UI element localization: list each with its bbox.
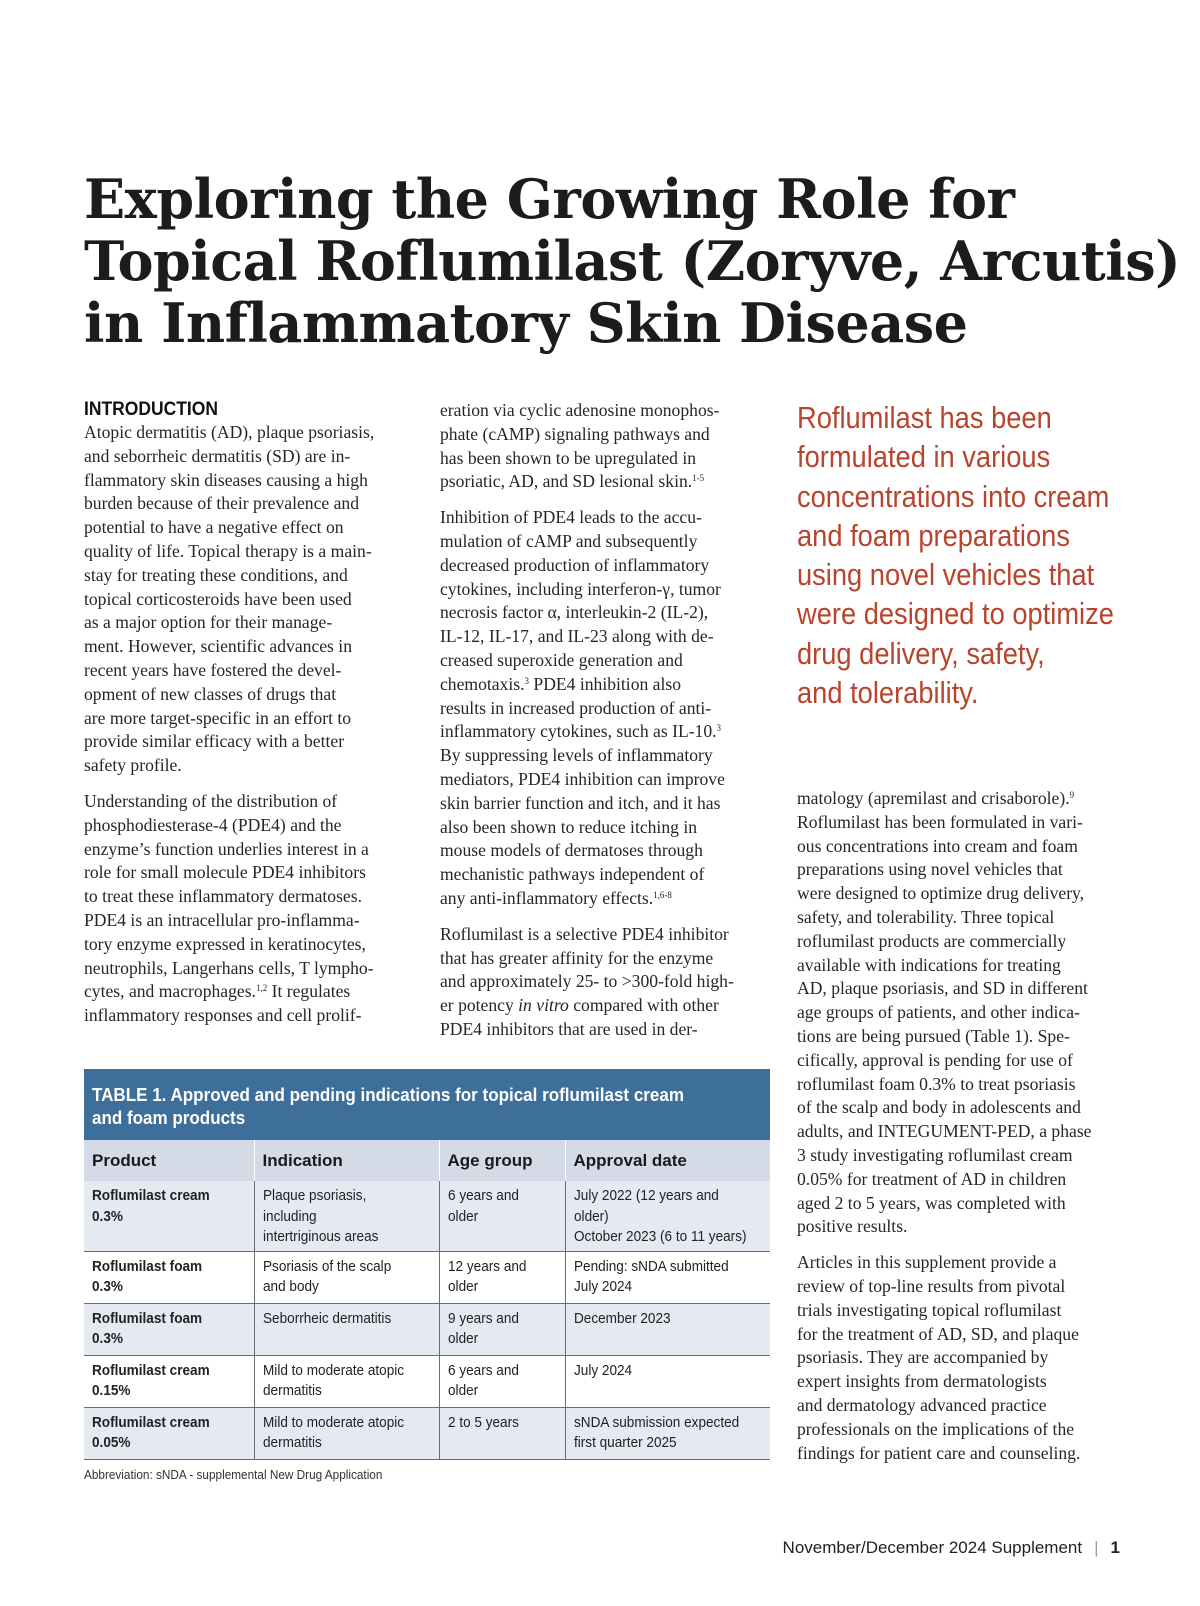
text-line: recent years have fostered the devel- (84, 659, 342, 680)
text-line: eration via cyclic adenosine monophos- (440, 400, 720, 420)
text-line: Articles in this supplement provide a (797, 1252, 1057, 1273)
table-caption (84, 1069, 770, 1140)
cell-approval-date (565, 1303, 770, 1355)
text-line (440, 887, 770, 911)
table-footnote: Abbreviation: sNDA - supplemental New Drug Application (84, 1466, 383, 1482)
text-line: stay for treating these conditions, and (84, 564, 348, 585)
text-line: professionals on the implications of the (797, 1418, 1075, 1439)
cell-text: Mild to moderate atopic dermatitis (262, 1362, 404, 1399)
cell-age-group (439, 1407, 565, 1459)
pull-quote-line: concentrations into cream (797, 478, 1110, 514)
intro-paragraph-1 (84, 421, 414, 778)
text-line: enzyme’s function underlies interest in a (84, 838, 369, 859)
cell-text: July 2022 (12 years and older) October 2023 (6 to 11 years) (573, 1188, 747, 1245)
cell-product (84, 1181, 254, 1251)
pull-quote-line: drug delivery, safety, (797, 635, 1045, 671)
text-line: mediators, PDE4 inhibition can improve (440, 768, 725, 789)
cell-age-group (439, 1355, 565, 1407)
text-line: role for small molecule PDE4 inhibitors (84, 862, 366, 883)
cell-indication (254, 1407, 439, 1459)
cell-indication (254, 1303, 439, 1355)
text-line (440, 673, 770, 697)
text-run: psoriatic, AD, and SD lesional skin. (440, 471, 693, 492)
cell-product (84, 1251, 254, 1303)
cell-indication (254, 1181, 439, 1251)
cell-text: Plaque psoriasis, including intertriginous areas (262, 1188, 378, 1245)
cell-text: Roflumilast foam 0.3% (92, 1310, 203, 1347)
text-line (440, 994, 770, 1018)
cell-age-group (439, 1303, 565, 1355)
text-line: Roflumilast has been formulated in vari- (797, 811, 1083, 832)
title-line: Topical Roflumilast (Zoryve, Arcutis) (84, 229, 1181, 293)
text-line: PDE4 inhibitors that are used in der- (440, 1018, 698, 1039)
cell-text: Roflumilast cream 0.05% (92, 1414, 210, 1451)
text-line: and approximately 25- to >300-fold high- (440, 971, 734, 992)
text-line: mouse models of dermatoses through (440, 840, 703, 861)
text-line: expert insights from dermatologists (797, 1371, 1047, 1392)
text-line: mulation of cAMP and subsequently (440, 530, 698, 551)
text-line: trials investigating topical roflumilast (797, 1299, 1062, 1320)
table-1 (84, 1069, 770, 1482)
text-line: AD, plaque psoriasis, and SD in different (797, 978, 1088, 999)
text-line: tions are being pursued (Table 1). Spe- (797, 1025, 1070, 1046)
text-run: inflammatory cytokines, such as IL-10. (440, 721, 717, 742)
text-run: It regulates (267, 981, 351, 1002)
pull-quote-line: and tolerability. (797, 675, 979, 711)
cell-text: Roflumilast foam 0.3% (92, 1258, 203, 1295)
text-run: any anti-inflammatory effects. (440, 887, 654, 908)
cell-indication (254, 1251, 439, 1303)
indications-table (84, 1140, 770, 1460)
text-line (440, 470, 770, 494)
cell-text: 2 to 5 years (447, 1414, 519, 1431)
citation: 9 (1069, 790, 1075, 800)
header-approval-date: Approval date (565, 1140, 770, 1181)
text-line: to treat these inflammatory dermatoses. (84, 886, 362, 907)
cell-text: Pending: sNDA submitted July 2024 (573, 1258, 729, 1295)
text-line: inflammatory responses and cell prolif- (84, 1005, 362, 1026)
col2-paragraph-3 (440, 923, 770, 1042)
text-line: roflumilast products are commercially (797, 930, 1067, 951)
text-line: psoriasis. They are accompanied by (797, 1347, 1049, 1368)
table-row (84, 1355, 770, 1407)
cell-text: Roflumilast cream 0.3% (92, 1188, 210, 1225)
text-line: 0.05% for treatment of AD in children (797, 1168, 1067, 1189)
pull-quote-line: were designed to optimize (797, 596, 1114, 632)
text-line: were designed to optimize drug delivery, (797, 883, 1085, 904)
text-line: also been shown to reduce itching in (440, 816, 697, 837)
text-line: burden because of their prevalence and (84, 493, 360, 514)
cell-text: December 2023 (573, 1310, 671, 1327)
title-line: in Inflammatory Skin Disease (84, 291, 968, 355)
text-line: topical corticosteroids have been used (84, 588, 352, 609)
text-line: Atopic dermatitis (AD), plaque psoriasis, (84, 422, 375, 442)
text-line: mechanistic pathways independent of (440, 864, 705, 885)
text-line: and seborrheic dermatitis (SD) are in- (84, 445, 351, 466)
pull-quote-line: using novel vehicles that (797, 557, 1095, 593)
column-2 (440, 399, 770, 1054)
cell-text: Roflumilast cream 0.15% (92, 1362, 210, 1399)
cell-text: July 2024 (573, 1362, 632, 1379)
cell-indication (254, 1355, 439, 1407)
text-line: necrosis factor α, interleukin-2 (IL-2), (440, 602, 709, 623)
col3-paragraph-2 (797, 1251, 1127, 1465)
text-line: adults, and INTEGUMENT-PED, a phase (797, 1121, 1092, 1142)
text-run: cytes, and macrophages. (84, 981, 256, 1002)
header-indication: Indication (254, 1140, 439, 1181)
issue-label: November/December 2024 Supplement (782, 1538, 1083, 1557)
text-run: chemotaxis. (440, 673, 525, 694)
text-line: that has greater affinity for the enzyme (440, 947, 714, 968)
caption-line: and foam products (92, 1107, 246, 1128)
text-line: tory enzyme expressed in keratinocytes, (84, 933, 366, 954)
citation: 1-5 (692, 473, 705, 484)
text-line (84, 980, 414, 1004)
pull-quote-line: formulated in various (797, 439, 1051, 475)
table-row (84, 1251, 770, 1303)
text-line: provide similar efficacy with a better (84, 731, 345, 752)
text-line: phate (cAMP) signaling pathways and (440, 423, 710, 444)
page-number: 1 (1110, 1538, 1120, 1557)
table-row (84, 1407, 770, 1459)
cell-text: 12 years and older (447, 1258, 526, 1295)
text-line: age groups of patients, and other indica- (797, 1002, 1080, 1023)
text-line: of the scalp and body in adolescents and (797, 1097, 1081, 1118)
cell-age-group (439, 1181, 565, 1251)
text-line: and dermatology advanced practice (797, 1394, 1047, 1415)
table-header-row (84, 1140, 770, 1181)
cell-text: 9 years and older (447, 1310, 519, 1347)
cell-approval-date (565, 1407, 770, 1459)
text-line: findings for patient care and counseling. (797, 1442, 1081, 1463)
text-line: Roflumilast is a selective PDE4 inhibitor (440, 923, 729, 944)
cell-text: Mild to moderate atopic dermatitis (262, 1414, 404, 1451)
text-line: ous concentrations into cream and foam (797, 835, 1078, 856)
text-line: flammatory skin diseases causing a high (84, 469, 368, 490)
text-line: aged 2 to 5 years, was completed with (797, 1192, 1066, 1213)
pull-quote-line: and foam preparations (797, 517, 1070, 553)
text-run: er potency (440, 995, 519, 1016)
title-line: Exploring the Growing Role for (84, 167, 1015, 231)
text-line (797, 787, 1127, 811)
text-line: are more target-specific in an effort to (84, 707, 352, 728)
text-line: creased superoxide generation and (440, 649, 683, 670)
text-line: phosphodiesterase-4 (PDE4) and the (84, 814, 342, 835)
pull-quote (797, 398, 1177, 712)
page-footer (780, 1538, 1120, 1558)
italic-term: in vitro (518, 995, 569, 1016)
cell-age-group (439, 1251, 565, 1303)
col2-paragraph-1 (440, 399, 770, 494)
text-line: Inhibition of PDE4 leads to the accu- (440, 507, 702, 528)
citation: 1,2 (255, 983, 268, 994)
text-run: PDE4 inhibition also (529, 673, 682, 694)
text-line: skin barrier function and itch, and it has (440, 792, 721, 813)
header-product: Product (84, 1140, 254, 1181)
text-line: PDE4 is an intracellular pro-inflamma- (84, 909, 360, 930)
text-line: preparations using novel vehicles that (797, 859, 1063, 880)
section-heading-introduction: INTRODUCTION (84, 399, 219, 420)
table-row (84, 1181, 770, 1251)
col3-paragraph-1 (797, 787, 1127, 1239)
pull-quote-line: Roflumilast has been (797, 400, 1052, 435)
text-line: neutrophils, Langerhans cells, T lympho- (84, 957, 374, 978)
cell-text: sNDA submission expected first quarter 2025 (573, 1414, 739, 1451)
citation: 3 (524, 675, 530, 686)
article-title (84, 167, 1181, 355)
text-line (440, 720, 770, 744)
header-age-group: Age group (439, 1140, 565, 1181)
caption-line: TABLE 1. Approved and pending indications for topical roflumilast cream (92, 1084, 684, 1105)
text-line: available with indications for treating (797, 954, 1061, 975)
text-line: quality of life. Topical therapy is a main- (84, 540, 372, 561)
cell-product (84, 1355, 254, 1407)
cell-text: Psoriasis of the scalp and body (262, 1258, 391, 1295)
column-3 (797, 787, 1127, 1477)
text-line: safety profile. (84, 755, 182, 776)
col2-paragraph-2 (440, 506, 770, 911)
text-line: Understanding of the distribution of (84, 790, 338, 811)
text-line: cytokines, including interferon-γ, tumor (440, 578, 721, 599)
cell-approval-date (565, 1181, 770, 1251)
cell-text: 6 years and older (447, 1362, 519, 1399)
cell-approval-date (565, 1355, 770, 1407)
text-line: review of top-line results from pivotal (797, 1275, 1066, 1296)
text-line: results in increased production of anti- (440, 697, 712, 718)
text-line: roflumilast foam 0.3% to treat psoriasis (797, 1073, 1076, 1094)
footer-separator: | (1094, 1538, 1099, 1557)
text-line: By suppressing levels of inflammatory (440, 745, 713, 766)
text-line: cifically, approval is pending for use of (797, 1049, 1073, 1070)
text-run: matology (apremilast and crisaborole). (797, 788, 1070, 808)
table-row (84, 1303, 770, 1355)
text-line: decreased production of inflammatory (440, 554, 710, 575)
text-line: safety, and tolerability. Three topical (797, 906, 1055, 927)
text-line: for the treatment of AD, SD, and plaque (797, 1323, 1079, 1344)
text-line: potential to have a negative effect on (84, 517, 344, 538)
citation: 3 (716, 723, 722, 734)
cell-product (84, 1407, 254, 1459)
text-run: compared with other (568, 995, 719, 1016)
text-line: as a major option for their manage- (84, 612, 333, 633)
cell-approval-date (565, 1251, 770, 1303)
text-line: has been shown to be upregulated in (440, 447, 697, 468)
text-line: opment of new classes of drugs that (84, 683, 337, 704)
intro-paragraph-2 (84, 790, 414, 1028)
text-line: positive results. (797, 1216, 908, 1237)
text-line: 3 study investigating roflumilast cream (797, 1144, 1073, 1165)
citation: 1,6-8 (653, 889, 672, 900)
cell-product (84, 1303, 254, 1355)
column-1 (84, 398, 414, 1040)
text-line: IL-12, IL-17, and IL-23 along with de- (440, 626, 714, 647)
cell-text: 6 years and older (447, 1188, 519, 1225)
text-line: ment. However, scientific advances in (84, 636, 352, 657)
cell-text: Seborrheic dermatitis (262, 1310, 391, 1327)
